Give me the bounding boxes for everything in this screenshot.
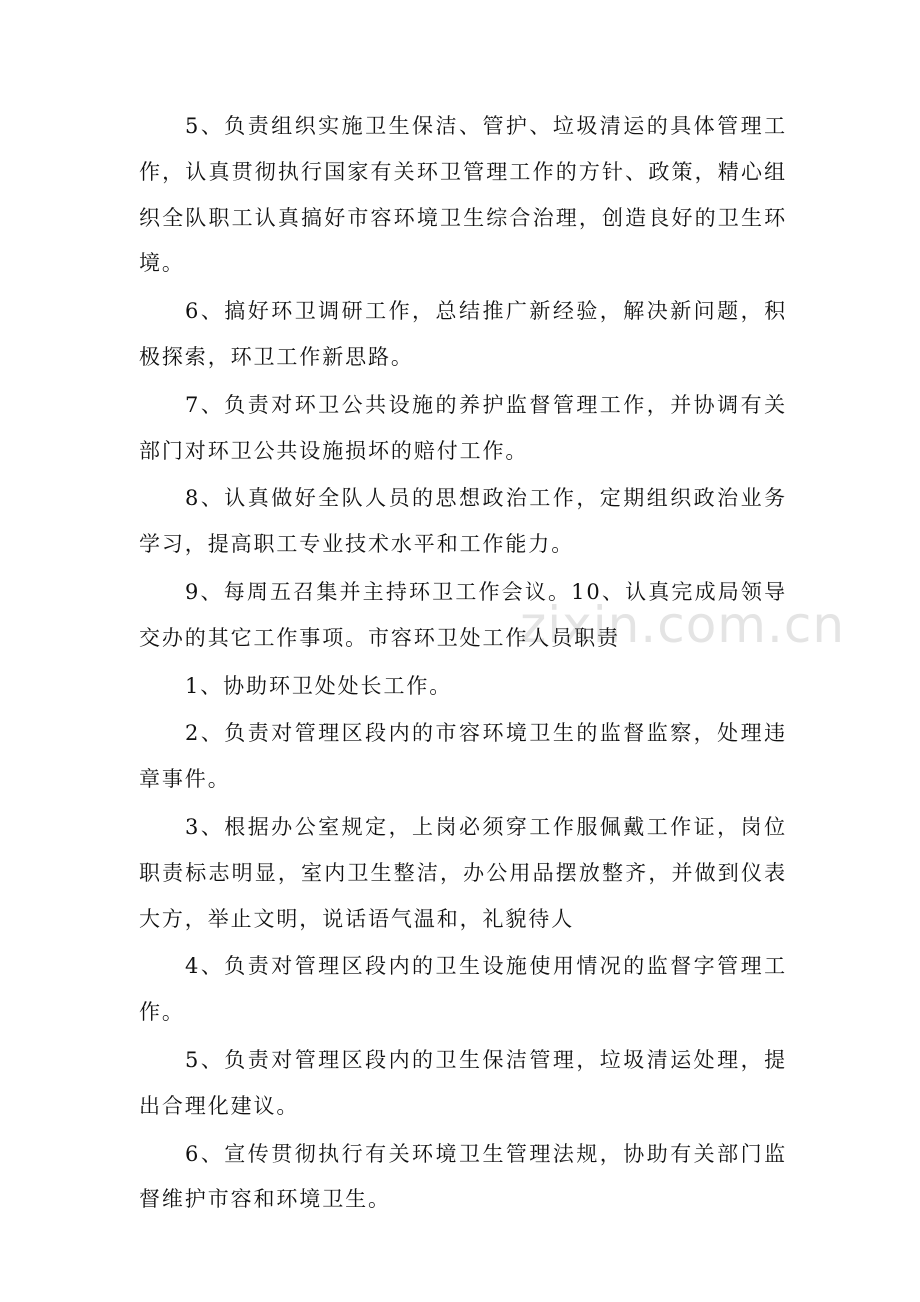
paragraph: 9、每周五召集并主持环卫工作会议。10、认真完成局领导交办的其它工作事项。市容环卫处工作人员职责 [139, 579, 787, 650]
paragraph: 5、负责对管理区段内的卫生保洁管理，垃圾清运处理，提出合理化建议。 [139, 1047, 787, 1118]
paragraph: 5、负责组织实施卫生保洁、管护、垃圾清运的具体管理工作，认真贯彻执行国家有关环卫管理工作的方针、政策，精心组织全队职工认真搞好市容环境卫生综合治理，创造良好的卫生环境。 [139, 114, 787, 276]
paragraph: 2、负责对管理区段内的市容环境卫生的监督监察，处理违章事件。 [139, 721, 787, 792]
paragraph: 7、负责对环卫公共设施的养护监督管理工作，并协调有关部门对环卫公共设施损坏的赔付工作。 [139, 392, 787, 463]
paragraph: 6、搞好环卫调研工作，总结推广新经验，解决新问题，积极探索，环卫工作新思路。 [139, 299, 787, 369]
paragraph: 4、负责对管理区段内的卫生设施使用情况的监督字管理工作。 [139, 954, 787, 1025]
document-body [139, 104, 787, 1225]
paragraph: 3、根据办公室规定，上岗必须穿工作服佩戴工作证，岗位职责标志明显，室内卫生整洁，办公用品摆放整齐，并做到仪表大方，举止文明，说话语气温和，礼貌待人 [139, 814, 787, 931]
watermark: zixin.com.cn [520, 596, 846, 654]
paragraph: 8、认真做好全队人员的思想政治工作，定期组织政治业务学习，提高职工专业技术水平和工作能力。 [139, 486, 787, 557]
paragraph: 1、协助环卫处处长工作。 [185, 673, 453, 698]
paragraph: 6、宣传贯彻执行有关环境卫生管理法规，协助有关部门监督维护市容和环境卫生。 [139, 1141, 787, 1212]
